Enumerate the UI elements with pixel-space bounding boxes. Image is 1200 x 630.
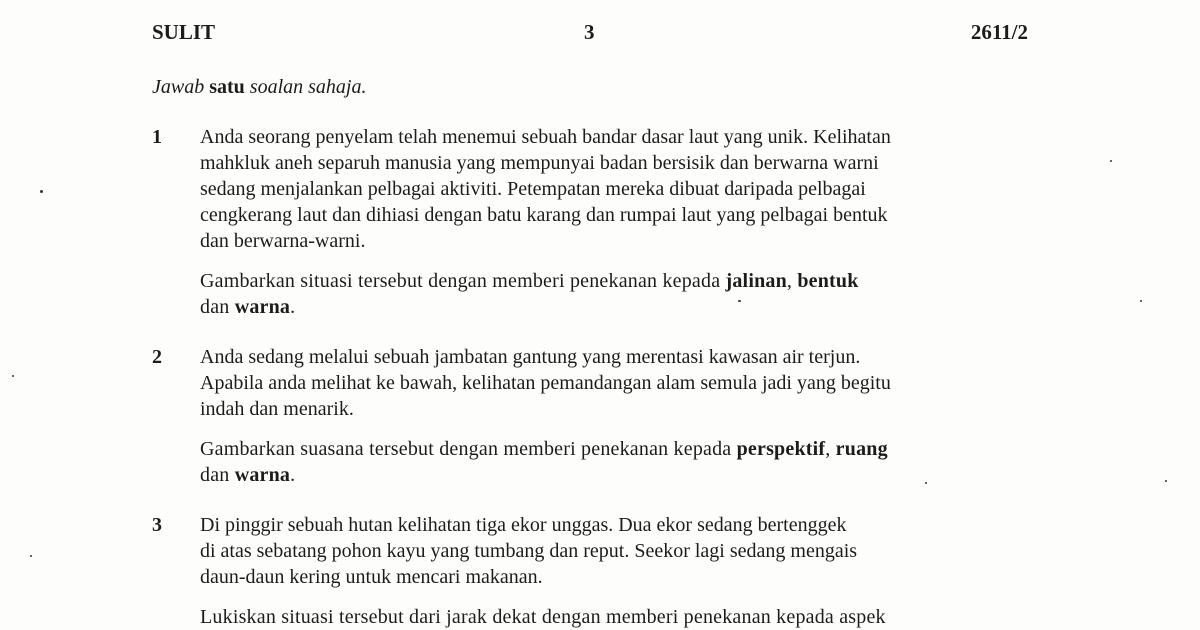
separator: , xyxy=(786,270,793,292)
scan-speck xyxy=(1165,480,1167,482)
text-line: daun-daun kering untuk mencari makanan. xyxy=(200,566,543,588)
question-body xyxy=(200,512,1032,630)
task-end: . xyxy=(290,464,296,486)
header-paper-code: 2611/2 xyxy=(970,20,1028,44)
task-connector: dan xyxy=(200,296,230,318)
task-prefix: Gambarkan suasana tersebut dengan memberi penekanan kepada xyxy=(200,438,732,460)
instruction-part3: soalan sahaja. xyxy=(249,76,367,98)
question-task xyxy=(200,268,1032,320)
question-2 xyxy=(152,344,1032,494)
keyword: bentuk xyxy=(797,270,859,292)
scan-speck xyxy=(12,375,14,377)
question-text xyxy=(200,512,1032,590)
page-header xyxy=(152,20,1028,50)
text-line: sedang menjalankan pelbagai aktiviti. Petempatan mereka dibuat daripada pelbagai xyxy=(200,178,866,200)
instruction-part2: satu xyxy=(209,76,245,98)
header-classification: SULIT xyxy=(152,20,216,44)
header-page-number: 3 xyxy=(584,20,595,44)
scan-speck xyxy=(1110,160,1112,162)
task-line: Lukiskan situasi tersebut dari jarak dekat dengan memberi penekanan kepada aspek xyxy=(200,606,886,628)
question-number: 3 xyxy=(152,514,162,536)
keyword: ruang xyxy=(835,438,888,460)
text-line: dan berwarna-warni. xyxy=(200,230,366,252)
scan-speck xyxy=(1140,300,1142,302)
keyword: jalinan xyxy=(725,270,787,292)
keyword: warna xyxy=(234,296,291,318)
task-connector: dan xyxy=(200,464,230,486)
scan-speck xyxy=(30,555,32,557)
question-task xyxy=(200,436,1032,488)
instruction xyxy=(152,76,366,99)
question-3 xyxy=(152,512,1032,630)
question-number: 1 xyxy=(152,126,162,148)
keyword: warna xyxy=(234,464,291,486)
text-line: di atas sebatang pohon kayu yang tumbang dan reput. Seekor lagi sedang mengais xyxy=(200,540,858,562)
text-line: indah dan menarik. xyxy=(200,398,354,420)
text-line: Anda seorang penyelam telah menemui sebuah bandar dasar laut yang unik. Kelihatan xyxy=(200,126,891,148)
text-line: cengkerang laut dan dihiasi dengan batu karang dan rumpai laut yang pelbagai bentuk xyxy=(200,204,888,226)
question-text xyxy=(200,124,1032,254)
keyword: perspektif xyxy=(736,438,826,460)
question-body xyxy=(200,344,1032,488)
text-line: mahkluk aneh separuh manusia yang mempunyai badan bersisik dan berwarna warni xyxy=(200,152,879,174)
question-1 xyxy=(152,124,1032,324)
text-line: Di pinggir sebuah hutan kelihatan tiga ekor unggas. Dua ekor sedang bertenggek xyxy=(200,514,847,536)
text-line: Apabila anda melihat ke bawah, kelihatan pemandangan alam semula jadi yang begitu xyxy=(200,372,891,394)
scan-speck xyxy=(40,190,43,193)
task-end: . xyxy=(290,296,296,318)
instruction-part1: Jawab xyxy=(152,76,205,98)
task-prefix: Gambarkan situasi tersebut dengan memberi penekanan kepada xyxy=(200,270,721,292)
question-text xyxy=(200,344,1032,422)
question-body xyxy=(200,124,1032,320)
separator: , xyxy=(825,438,831,460)
scan-speck xyxy=(925,482,927,484)
text-line: Anda sedang melalui sebuah jambatan gantung yang merentasi kawasan air terjun. xyxy=(200,346,861,368)
question-number: 2 xyxy=(152,346,162,368)
question-task xyxy=(200,604,1032,630)
scan-speck xyxy=(738,300,741,302)
